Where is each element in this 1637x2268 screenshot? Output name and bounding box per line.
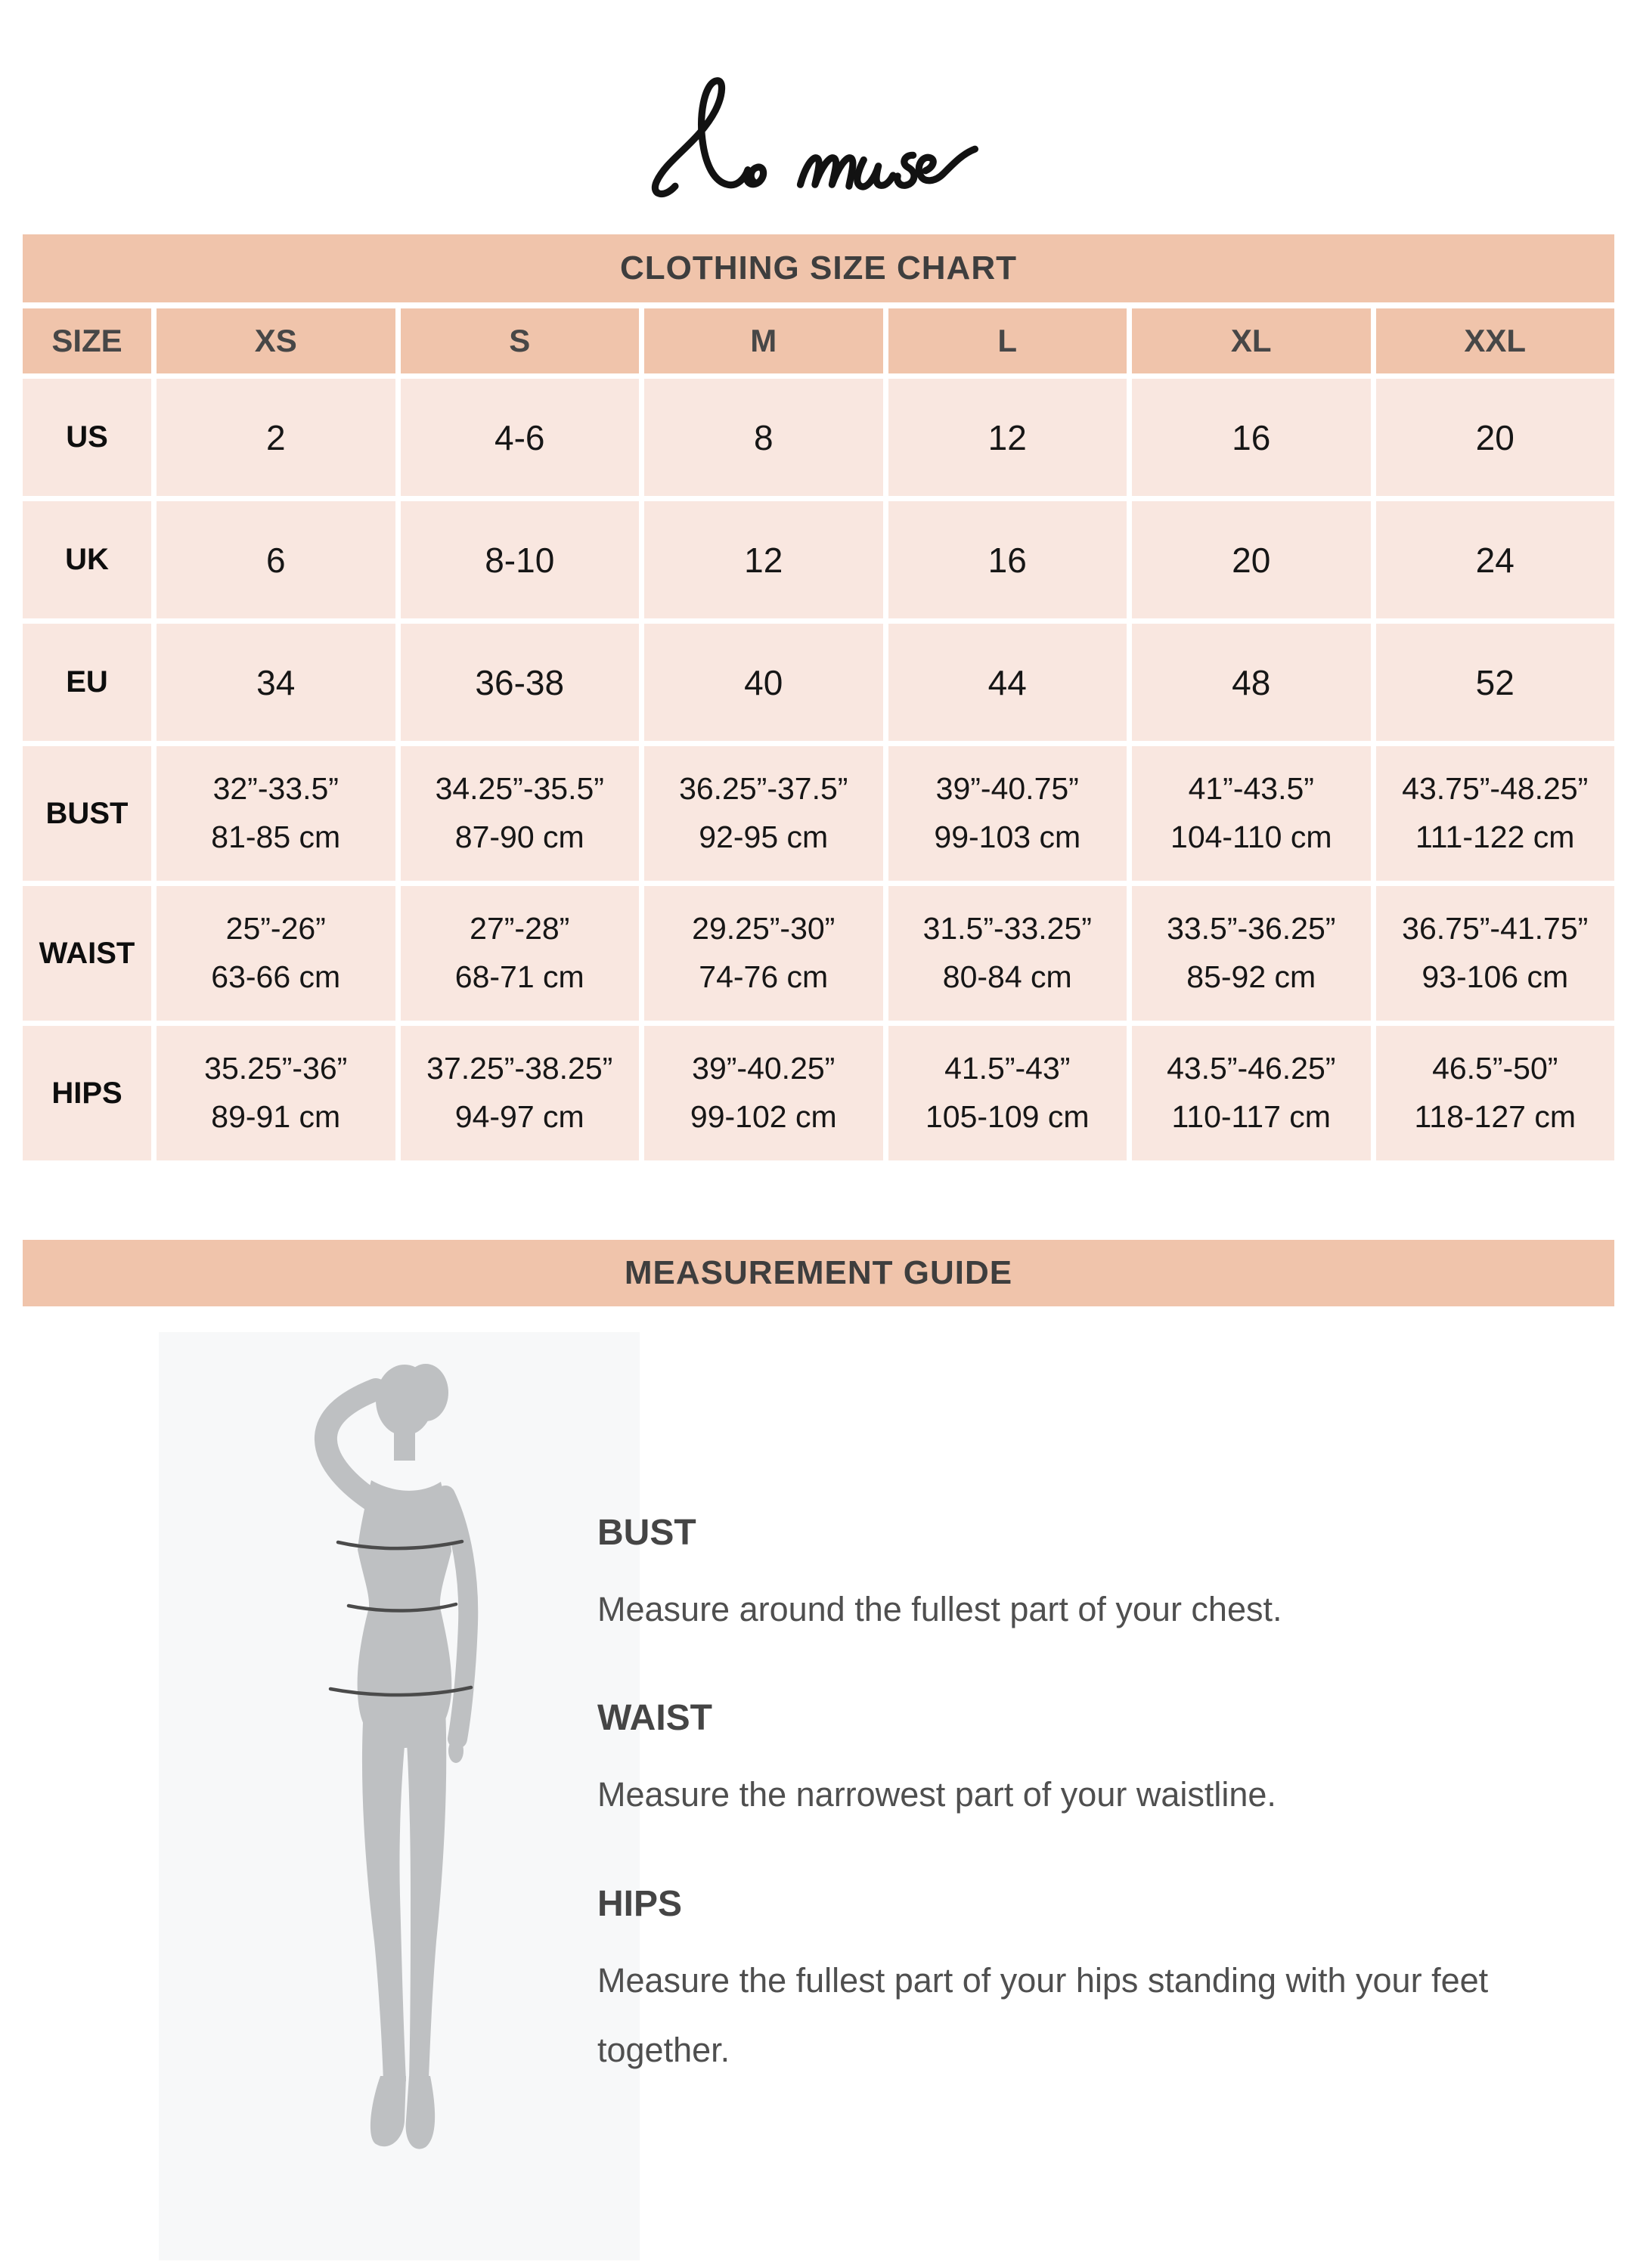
table-cell-bust-l: 39”-40.75” 99-103 cm — [888, 746, 1127, 881]
table-cell-hips-l: 41.5”-43” 105-109 cm — [888, 1026, 1127, 1160]
table-cell-hips-s: 37.25”-38.25” 94-97 cm — [401, 1026, 640, 1160]
table-cell-us-m: 8 — [644, 379, 883, 496]
table-cell-hips-xl: 43.5”-46.25” 110-117 cm — [1132, 1026, 1371, 1160]
table-cell-waist-m: 29.25”-30” 74-76 cm — [644, 886, 883, 1021]
size-chart-title-band — [23, 234, 1614, 302]
le-muse-signature-icon — [641, 67, 997, 218]
measurement-guide-title-band — [23, 1240, 1614, 1306]
table-cell-bust-xl: 41”-43.5” 104-110 cm — [1132, 746, 1371, 881]
col-header-xl: XL — [1132, 308, 1371, 373]
table-cell-hips-m: 39”-40.25” 99-102 cm — [644, 1026, 883, 1160]
row-label-us: US — [23, 379, 151, 496]
guide-item-hips — [597, 1883, 1580, 2086]
table-cell-us-xl: 16 — [1132, 379, 1371, 496]
row-label-waist: WAIST — [23, 886, 151, 1021]
table-cell-uk-m: 12 — [644, 501, 883, 618]
measurement-guide-title: MEASUREMENT GUIDE — [624, 1254, 1013, 1291]
table-cell-uk-xxl: 24 — [1376, 501, 1615, 618]
table-cell-uk-l: 16 — [888, 501, 1127, 618]
table-cell-waist-xs: 25”-26” 63-66 cm — [157, 886, 395, 1021]
table-cell-waist-s: 27”-28” 68-71 cm — [401, 886, 640, 1021]
row-label-eu: EU — [23, 624, 151, 741]
table-cell-uk-xs: 6 — [157, 501, 395, 618]
guide-hips-description: Measure the fullest part of your hips standing with your feet together. — [597, 1960, 1489, 2069]
table-cell-waist-xl: 33.5”-36.25” 85-92 cm — [1132, 886, 1371, 1021]
table-cell-eu-xxl: 52 — [1376, 624, 1615, 741]
measurement-figure — [291, 1352, 503, 2172]
row-label-bust: BUST — [23, 746, 151, 881]
table-cell-eu-xl: 48 — [1132, 624, 1371, 741]
table-cell-hips-xs: 35.25”-36” 89-91 cm — [157, 1026, 395, 1160]
col-header-m: M — [644, 308, 883, 373]
row-label-hips: HIPS — [23, 1026, 151, 1160]
row-label-uk: UK — [23, 501, 151, 618]
table-cell-us-xxl: 20 — [1376, 379, 1615, 496]
measurement-guide-text — [597, 1512, 1580, 2138]
table-cell-us-l: 12 — [888, 379, 1127, 496]
guide-hips-label: HIPS — [597, 1883, 683, 1924]
table-cell-waist-xxl: 36.75”-41.75” 93-106 cm — [1376, 886, 1615, 1021]
col-header-s: S — [401, 308, 640, 373]
raised-arm — [326, 1390, 376, 1503]
size-chart-title: CLOTHING SIZE CHART — [620, 249, 1017, 287]
col-header-xxl: XXL — [1376, 308, 1615, 373]
table-cell-eu-l: 44 — [888, 624, 1127, 741]
table-cell-eu-m: 40 — [644, 624, 883, 741]
col-header-size: SIZE — [23, 308, 151, 373]
col-header-xs: XS — [157, 308, 395, 373]
guide-item-bust — [597, 1512, 1580, 1644]
guide-waist-description: Measure the narrowest part of your waistline. — [597, 1775, 1276, 1814]
table-cell-uk-s: 8-10 — [401, 501, 640, 618]
table-cell-eu-s: 36-38 — [401, 624, 640, 741]
table-cell-waist-l: 31.5”-33.25” 80-84 cm — [888, 886, 1127, 1021]
le-muse-logo — [641, 67, 997, 218]
col-header-l: L — [888, 308, 1127, 373]
female-silhouette-icon — [291, 1352, 503, 2172]
table-cell-eu-xs: 34 — [157, 624, 395, 741]
table-cell-us-xs: 2 — [157, 379, 395, 496]
guide-waist-label: WAIST — [597, 1698, 712, 1739]
table-cell-us-s: 4-6 — [401, 379, 640, 496]
guide-item-waist — [597, 1697, 1580, 1830]
table-cell-hips-xxl: 46.5”-50” 118-127 cm — [1376, 1026, 1615, 1160]
size-table — [23, 308, 1614, 1160]
table-cell-uk-xl: 20 — [1132, 501, 1371, 618]
table-cell-bust-xs: 32”-33.5” 81-85 cm — [157, 746, 395, 881]
table-cell-bust-s: 34.25”-35.5” 87-90 cm — [401, 746, 640, 881]
guide-bust-description: Measure around the fullest part of your chest. — [597, 1590, 1282, 1628]
table-cell-bust-m: 36.25”-37.5” 92-95 cm — [644, 746, 883, 881]
guide-bust-label: BUST — [597, 1513, 696, 1553]
table-cell-bust-xxl: 43.75”-48.25” 111-122 cm — [1376, 746, 1615, 881]
